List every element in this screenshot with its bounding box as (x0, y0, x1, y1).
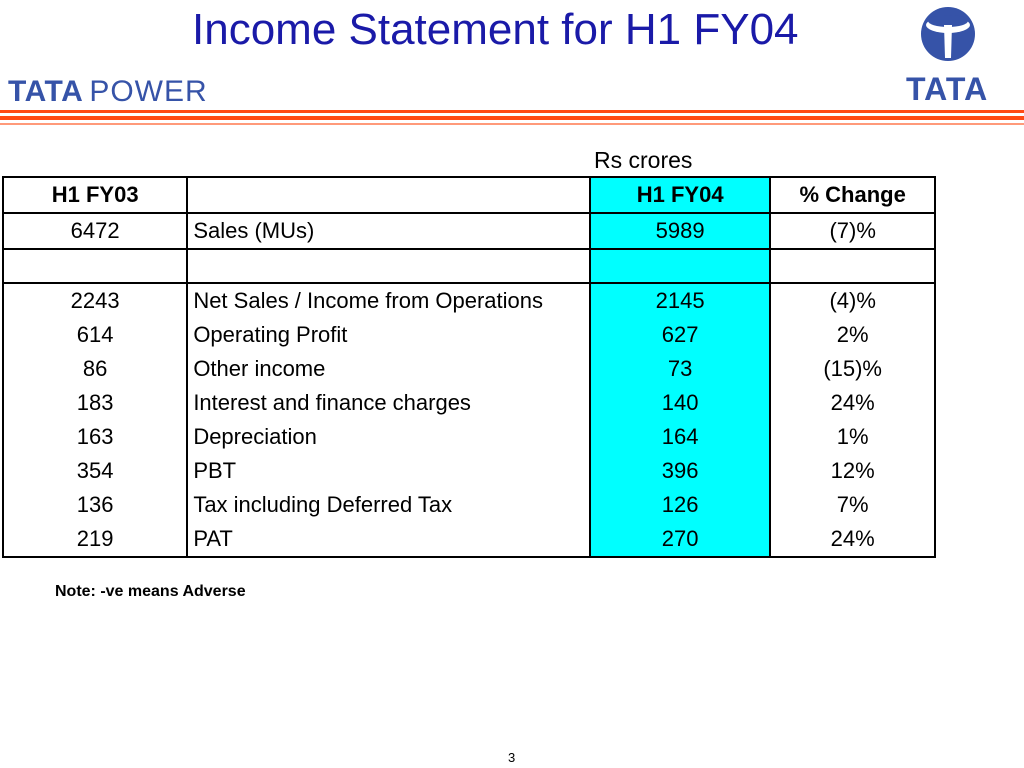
header-rule (0, 116, 1024, 120)
prev-value-cell: 354 (3, 454, 187, 488)
table-row (3, 249, 935, 283)
line-item-cell: Depreciation (187, 420, 590, 454)
header-rule (0, 123, 1024, 125)
prev-value-cell: 163 (3, 420, 187, 454)
header-prev-period: H1 FY03 (3, 177, 187, 213)
slide-title: Income Statement for H1 FY04 (192, 5, 799, 54)
curr-value-cell (590, 249, 770, 283)
table-row (3, 386, 935, 420)
table-row (3, 352, 935, 386)
line-item-cell: PAT (187, 522, 590, 557)
line-item-cell: Interest and finance charges (187, 386, 590, 420)
footnote: Note: -ve means Adverse (55, 583, 246, 600)
line-item-cell: PBT (187, 454, 590, 488)
line-item-cell: Net Sales / Income from Operations (187, 283, 590, 318)
change-cell: 24% (770, 522, 935, 557)
tata-logo-wordmark: TATA (906, 71, 989, 107)
income-statement-table (2, 176, 936, 558)
table-row (3, 522, 935, 557)
prev-value-cell: 86 (3, 352, 187, 386)
prev-value-cell: 219 (3, 522, 187, 557)
curr-value-cell: 5989 (590, 213, 770, 249)
table-row (3, 488, 935, 522)
table-row (3, 318, 935, 352)
change-cell: 2% (770, 318, 935, 352)
prev-value-cell (3, 249, 187, 283)
line-item-cell: Operating Profit (187, 318, 590, 352)
curr-value-cell: 164 (590, 420, 770, 454)
tata-emblem-icon (920, 6, 976, 62)
prev-value-cell: 6472 (3, 213, 187, 249)
header-item (187, 177, 590, 213)
curr-value-cell: 270 (590, 522, 770, 557)
table-row (3, 213, 935, 249)
curr-value-cell: 73 (590, 352, 770, 386)
unit-label: Rs crores (594, 147, 693, 173)
prev-value-cell: 136 (3, 488, 187, 522)
change-cell: (7)% (770, 213, 935, 249)
change-cell: 7% (770, 488, 935, 522)
table-row (3, 420, 935, 454)
change-cell: 24% (770, 386, 935, 420)
table-row (3, 283, 935, 318)
change-cell: 1% (770, 420, 935, 454)
line-item-cell (187, 249, 590, 283)
power-wordmark: POWER (89, 75, 208, 108)
page-number: 3 (508, 750, 516, 765)
prev-value-cell: 2243 (3, 283, 187, 318)
change-cell: (4)% (770, 283, 935, 318)
curr-value-cell: 2145 (590, 283, 770, 318)
table-row (3, 454, 935, 488)
change-cell: 12% (770, 454, 935, 488)
prev-value-cell: 614 (3, 318, 187, 352)
header-curr-period: H1 FY04 (590, 177, 770, 213)
line-item-cell: Sales (MUs) (187, 213, 590, 249)
curr-value-cell: 627 (590, 318, 770, 352)
line-item-cell: Other income (187, 352, 590, 386)
prev-value-cell: 183 (3, 386, 187, 420)
tata-power-logo (8, 76, 208, 108)
curr-value-cell: 126 (590, 488, 770, 522)
table-header-row (3, 177, 935, 213)
header-rule (0, 110, 1024, 113)
header-change: % Change (770, 177, 935, 213)
change-cell (770, 249, 935, 283)
curr-value-cell: 396 (590, 454, 770, 488)
tata-wordmark: TATA (8, 75, 84, 108)
curr-value-cell: 140 (590, 386, 770, 420)
line-item-cell: Tax including Deferred Tax (187, 488, 590, 522)
change-cell: (15)% (770, 352, 935, 386)
